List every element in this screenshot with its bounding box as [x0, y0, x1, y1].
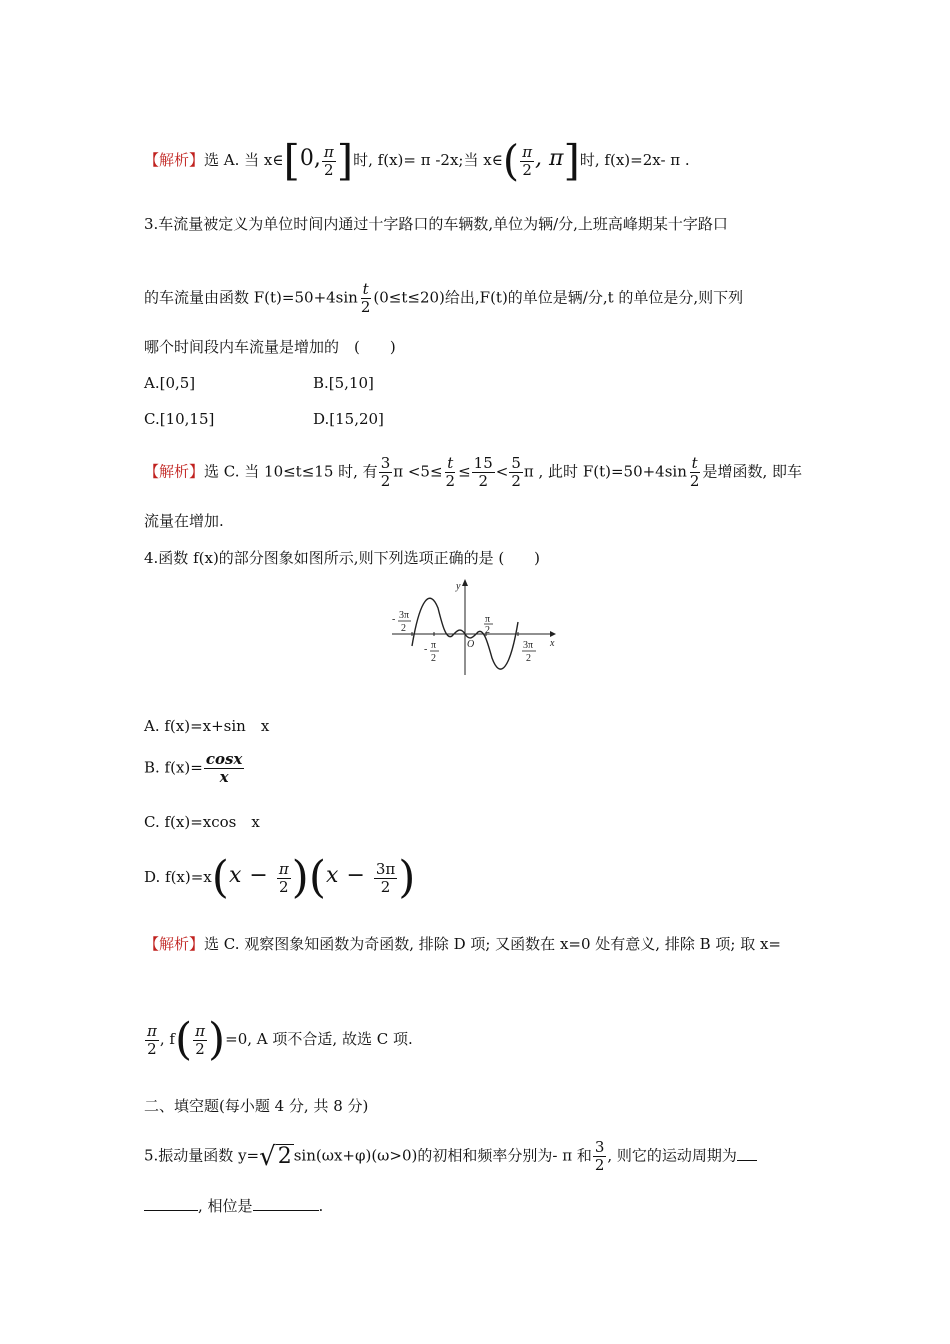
function-graph: [390, 578, 560, 678]
option-c: C. f(x)=xcos x: [144, 813, 260, 831]
option-d: D.[15,20]: [313, 410, 384, 428]
option-a: A. f(x)=x+sin x: [144, 717, 270, 735]
svg-text:-: -: [392, 614, 396, 625]
solution-3: 【解析】选 C. 当 10≤t≤15 时, 有 $\frac{3}{2}$ π <5≤ $\frac{t}{2}$ ≤ $\frac{15}{2}$ < $\frac{5}{2}$ π , 此时 F(t)=50+4sin $\frac{t}{2}$ 是增函数, 即车: [144, 454, 802, 490]
sqrt-2: √ 2: [259, 1141, 292, 1172]
x-axis-label: x: [550, 638, 555, 649]
svg-text:-: -: [424, 644, 428, 655]
t-over-2: $\frac{t}{2}$: [360, 280, 371, 316]
option-d: D. f(x)=x(x − $\frac{\pi}{2}$ )(x − $\frac{3\pi}{2}$ ): [144, 852, 416, 903]
question-3-line-1: 3.车流量被定义为单位时间内通过十字路口的车辆数,单位为辆/分,上班高峰期某十字路口: [144, 215, 728, 233]
option-c: C.[10,15]: [144, 410, 215, 428]
question-5-line-2: , 相位是 .: [144, 1196, 323, 1216]
option-b: B. f(x)= $\frac{\cos x}{x}$: [144, 750, 243, 786]
y-axis-label: y: [456, 581, 461, 592]
analysis-tag: 【解析】: [144, 462, 205, 481]
tick-neg-pi-2: π: [431, 640, 437, 651]
tick-neg-3pi-2: 3π: [399, 610, 410, 621]
analysis-tag: 【解析】: [144, 151, 205, 169]
solution-3-line-2: 流量在增加.: [144, 512, 224, 530]
tick-3pi-2: 3π: [523, 640, 534, 651]
option-a: A.[0,5]: [144, 374, 196, 392]
section-title: 二、填空题(每小题 4 分, 共 8 分): [144, 1097, 369, 1115]
pi-over-2: $\frac{\pi}{2}$: [323, 142, 334, 179]
question-4-line-1: 4.函数 f(x)的部分图象如图所示,则下列选项正确的是 ( ): [144, 549, 541, 567]
solution-4: 【解析】选 C. 观察图象知函数为奇函数, 排除 D 项; 又函数在 x=0 处有意义, 排除 B 项; 取 x=: [144, 935, 782, 953]
option-b: B.[5,10]: [313, 374, 374, 392]
svg-text:2: 2: [485, 625, 490, 636]
analysis-tag: 【解析】: [144, 935, 205, 953]
solution-4-line-2: $\frac{\pi}{2}$ , f( $\frac{\pi}{2}$ )=0, A 项不合适, 故选 C 项.: [147, 1014, 413, 1065]
origin-label: O: [467, 639, 475, 650]
question-3-line-3: 哪个时间段内车流量是增加的 ( ): [144, 338, 396, 356]
solution-2: 【解析】选 A. 当 x∈[0, $\frac{\pi}{2}$ ]时, f(x)= π -2x;当 x∈( $\frac{\pi}{2}$ , π]时, f(x)=2x- π .: [144, 136, 690, 185]
svg-text:2: 2: [431, 653, 436, 664]
tick-pi-2: π: [485, 614, 491, 625]
answer-blank-period-cont[interactable]: [144, 1196, 198, 1211]
svg-text:2: 2: [526, 653, 531, 664]
question-3-line-2: 的车流量由函数 F(t)=50+4sin $\frac{t}{2}$ (0≤t≤20)给出,F(t)的单位是辆/分,t 的单位是分,则下列: [144, 280, 744, 316]
pi-over-2: $\frac{\pi}{2}$: [522, 142, 533, 179]
question-5: 5.振动量函数 y= √ 2 sin(ωx+φ)(ω>0)的初相和频率分别为- π 和 $\frac{3}{2}$ , 则它的运动周期为: [144, 1140, 757, 1173]
answer-blank-period[interactable]: [737, 1146, 757, 1161]
answer-blank-phase[interactable]: [253, 1196, 319, 1211]
svg-text:2: 2: [401, 623, 406, 634]
